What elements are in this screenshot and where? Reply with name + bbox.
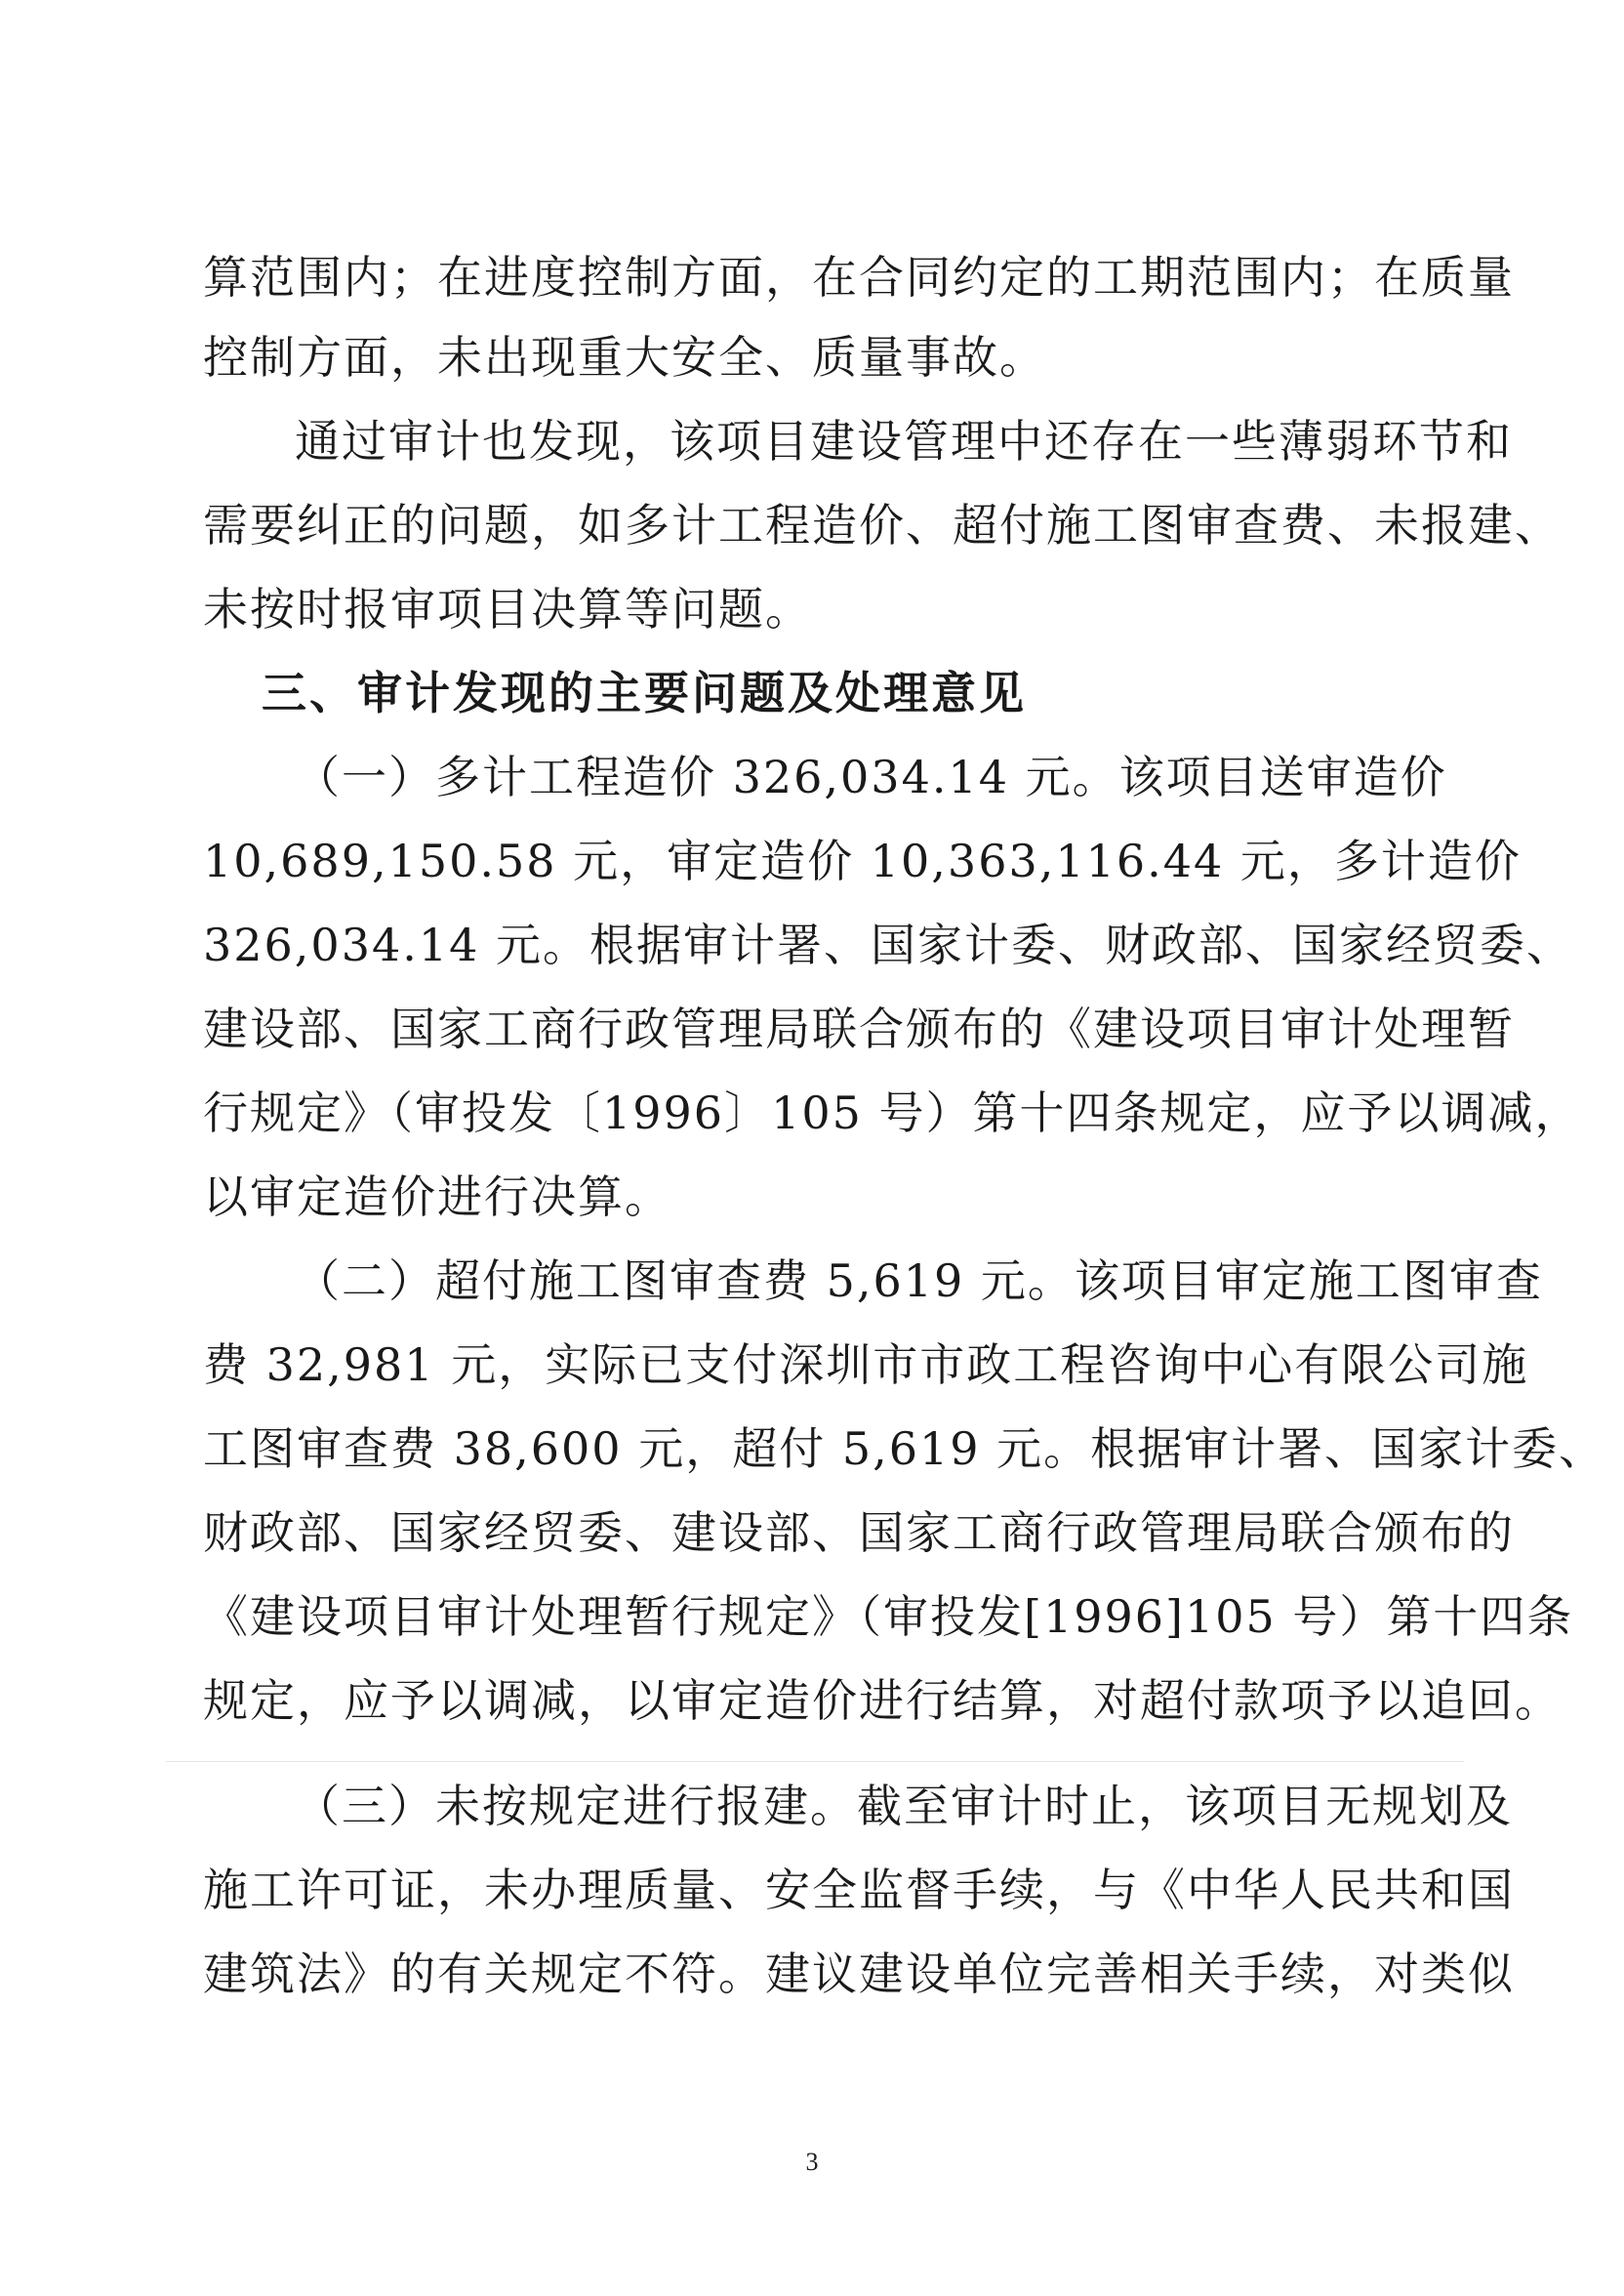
paragraph-start-line: （一）多计工程造价 326,034.14 元。该项目送审造价 <box>295 751 1447 803</box>
body-line: 需要纠正的问题，如多计工程造价、超付施工图审查费、未报建、 <box>203 499 1562 552</box>
body-line: 326,034.14 元。根据审计署、国家计委、财政部、国家经贸委、 <box>203 919 1573 971</box>
page-number: 3 <box>805 2148 819 2176</box>
body-line: 施工许可证，未办理质量、安全监督手续，与《中华人民共和国 <box>203 1864 1515 1916</box>
body-line: 算范围内；在进度控制方面，在合同约定的工期范围内；在质量 <box>203 251 1515 304</box>
section-heading: 三、审计发现的主要问题及处理意见 <box>262 667 1027 719</box>
paragraph-start-line: （三）未按规定进行报建。截至审计时止，该项目无规划及 <box>295 1780 1513 1832</box>
body-line: 财政部、国家经贸委、建设部、国家工商行政管理局联合颁布的 <box>203 1506 1515 1559</box>
body-line: 建设部、国家工商行政管理局联合颁布的《建设项目审计处理暂 <box>203 1003 1515 1055</box>
body-line: 费 32,981 元，实际已支付深圳市市政工程咨询中心有限公司施 <box>203 1338 1529 1391</box>
body-line: 以审定造价进行决算。 <box>203 1170 671 1223</box>
body-line: 10,689,150.58 元，审定造价 10,363,116.44 元，多计造价 <box>203 835 1522 887</box>
paragraph-start-line: 通过审计也发现，该项目建设管理中还存在一些薄弱环节和 <box>295 415 1513 468</box>
paragraph-start-line: （二）超付施工图审查费 5,619 元。该项目审定施工图审查 <box>295 1254 1543 1307</box>
body-line: 工图审查费 38,600 元，超付 5,619 元。根据审计署、国家计委、 <box>203 1422 1606 1475</box>
body-line: 未按时报审项目决算等问题。 <box>203 583 812 636</box>
body-line: 行规定》（审投发〔1996〕105 号）第十四条规定，应予以调减， <box>203 1086 1582 1139</box>
body-line: 建筑法》的有关规定不符。建议建设单位完善相关手续，对类似 <box>203 1948 1515 2000</box>
body-line: 《建设项目审计处理暂行规定》（审投发[1996]105 号）第十四条 <box>203 1590 1574 1643</box>
body-line: 控制方面，未出现重大安全、质量事故。 <box>203 331 1046 384</box>
scan-artifact-line <box>166 1761 1464 1762</box>
body-line: 规定，应予以调减，以审定造价进行结算，对超付款项予以追回。 <box>203 1674 1562 1727</box>
